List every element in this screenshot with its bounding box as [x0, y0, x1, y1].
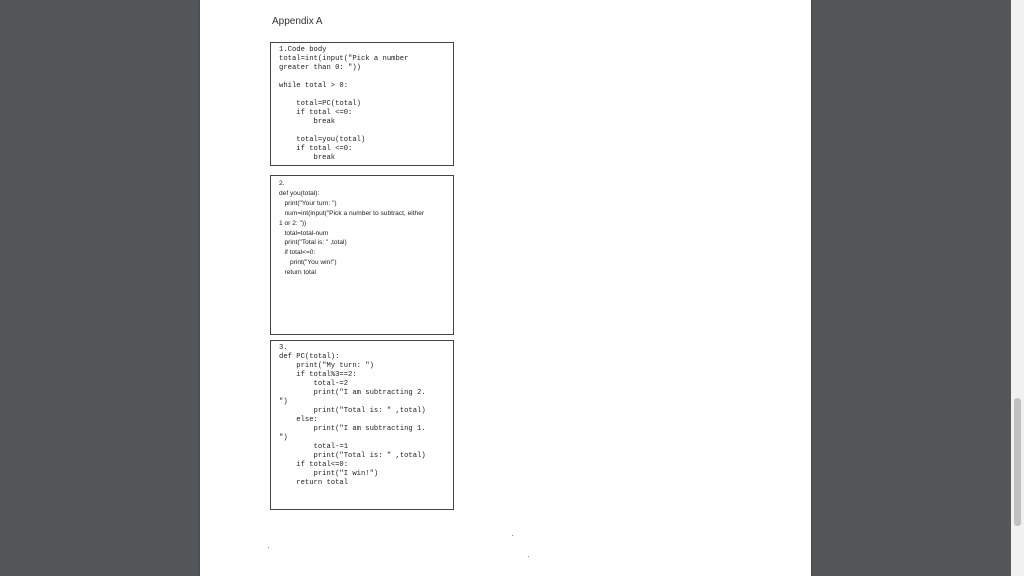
code-body-text: 1.Code body total=int(input("Pick a number greater than 0: ")) while total > 0: total=PC(total) if total <=0: break total=you(total) if total <=0: break	[279, 46, 409, 162]
code-box-1	[270, 42, 454, 166]
pc-function-text: 3. def PC(total): print("My turn: ") if total%3==2: total-=2 print("I am subtracting 2. ") print("Total is: " ,total) else: print("I am subtracting 1. ") total-=1 print("Total is: " ,total) if total<=0: print("I win!") return total	[279, 344, 426, 487]
vertical-scrollbar[interactable]	[1011, 0, 1024, 576]
scrollbar-thumb[interactable]	[1014, 398, 1021, 526]
code-box-3	[270, 340, 454, 510]
you-function-text: 2. def you(total): print("Your turn: ") num=int(input("Pick a number to subtract, either 1 or 2: ")) total=total-num print("Total is: " ,total) if total<=0: print("You win!") return total	[279, 180, 425, 277]
appendix-heading: Appendix A	[272, 16, 323, 27]
scan-speck	[268, 547, 269, 548]
scan-speck	[512, 535, 513, 536]
code-box-2	[270, 175, 454, 335]
scan-speck	[528, 556, 529, 557]
document-page	[200, 0, 811, 576]
